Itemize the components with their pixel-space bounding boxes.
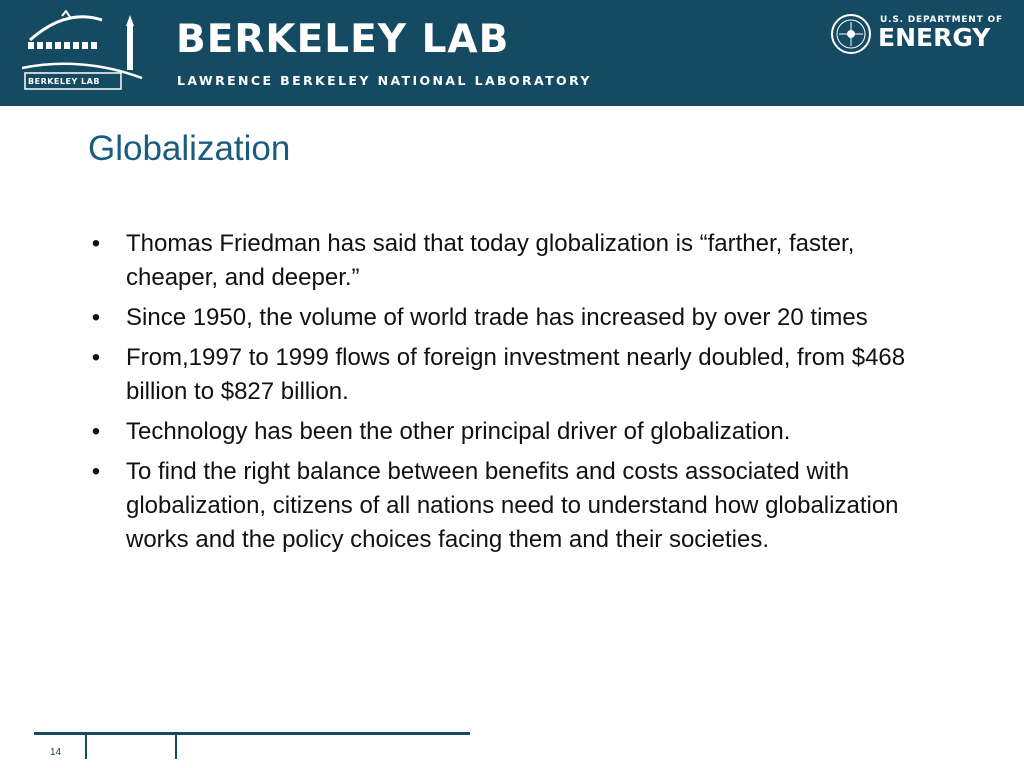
bullet-dot-icon: • (91, 230, 101, 257)
brand-subtitle: LAWRENCE BERKELEY NATIONAL LABORATORY (177, 73, 592, 88)
lab-logo-text: BERKELEY LAB (28, 77, 100, 86)
bullet-list (86, 227, 946, 563)
footer-tick (85, 735, 87, 759)
bullet-item (86, 341, 946, 409)
doe-line2: ENERGY (878, 23, 991, 52)
doe-seal-icon (830, 13, 872, 55)
doe-line1: U.S. DEPARTMENT OF (880, 15, 1003, 25)
page-number: 14 (50, 747, 62, 758)
bullet-text: Technology has been the other principal driver of globalization. (126, 418, 791, 445)
bullet-text: To find the right balance between benefits and costs associated with globalization, citizens of all nations need to understand how globalization works and the policy choices facing them and their societies. (126, 458, 899, 553)
bullet-text: Thomas Friedman has said that today globalization is “farther, faster, cheaper, and deeper.” (126, 230, 855, 291)
bullet-item (86, 227, 946, 295)
bullet-dot-icon: • (91, 418, 101, 445)
bullet-item (86, 455, 946, 557)
bullet-dot-icon: • (91, 304, 101, 331)
footer-tick (175, 735, 177, 759)
footer-divider (34, 732, 470, 735)
bullet-dot-icon: • (91, 344, 101, 371)
bullet-item (86, 415, 946, 449)
slide-title: Globalization (88, 129, 291, 168)
brand-title: BERKELEY LAB (176, 17, 510, 62)
header-banner (0, 0, 1024, 106)
bullet-dot-icon: • (91, 458, 101, 485)
bullet-text: Since 1950, the volume of world trade has increased by over 20 times (126, 304, 868, 331)
bullet-item (86, 301, 946, 335)
bullet-text: From,1997 to 1999 flows of foreign investment nearly doubled, from $468 billion to $827 billion. (126, 344, 906, 405)
